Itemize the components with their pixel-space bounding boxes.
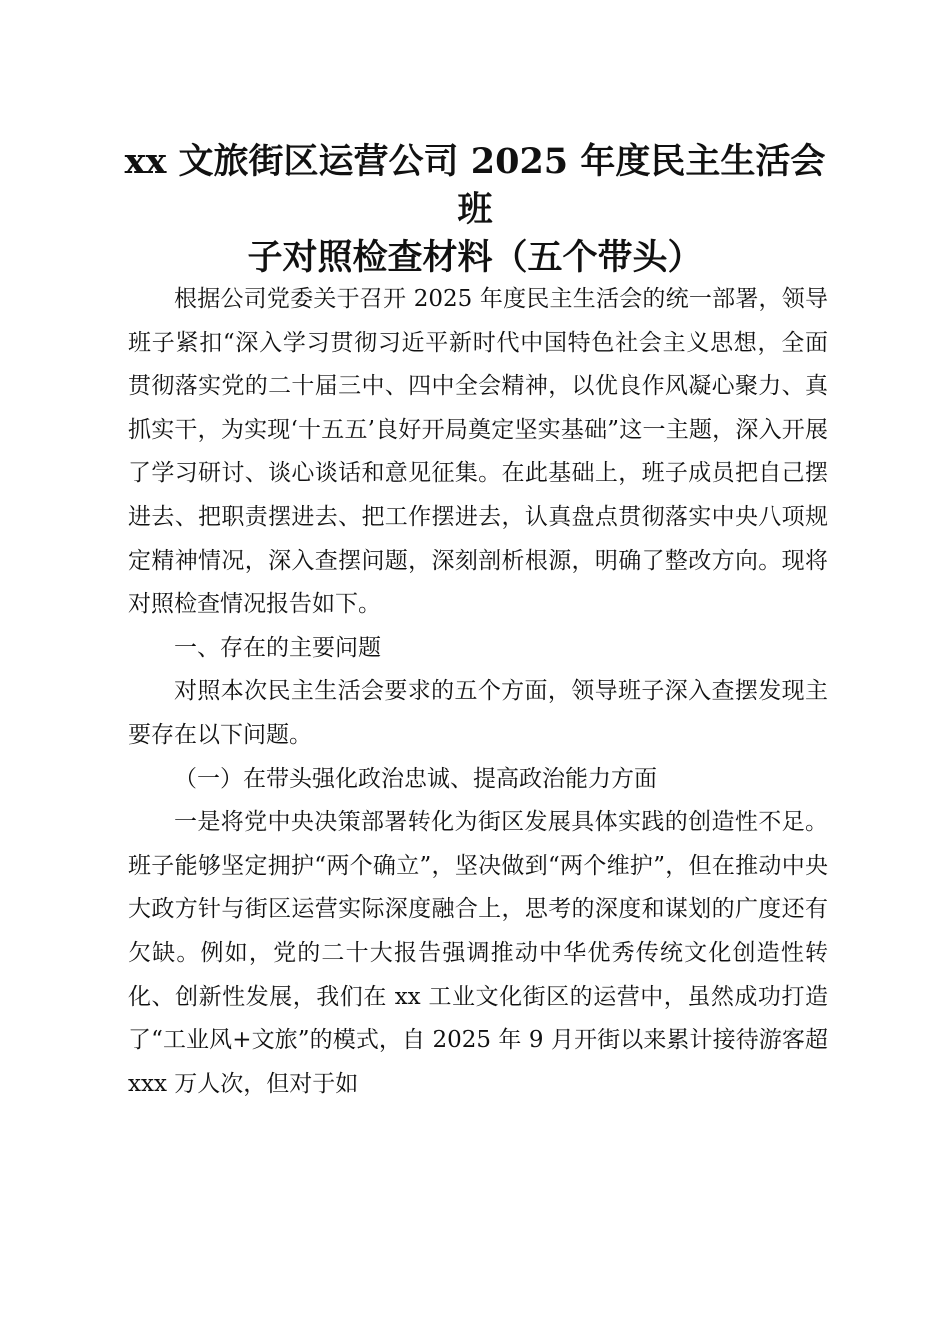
section-heading-1: 一、存在的主要问题 (174, 634, 381, 661)
document-title (110, 138, 840, 282)
title-line-1: xx 文旅街区运营公司 2025 年度民主生活会班 (124, 141, 826, 230)
intro-paragraph: 根据公司党委关于召开 2025 年度民主生活会的统一部署，领导班子紧扣“深入学习贯彻习近平新时代中国特色社会主义思想，全面贯彻落实党的二十届三中、四中全会精神，以优良作风凝心聚力、真抓实干，为实现‘十五五’良好开局奠定坚实基础”这一主题，深入开展了学习研讨、谈心谈话和意见征集。在此基础上，班子成员把自己摆进去、把职责摆进去、把工作摆进去，认真盘点贯彻落实中央八项规定精神情况，深入查摆问题，深刻剖析根源，明确了整改方向。现将对照检查情况报告如下。 (128, 286, 828, 618)
subsection-heading-1: （一）在带头强化政治忠诚、提高政治能力方面 (174, 765, 657, 792)
title-line-2: 子对照检查材料（五个带头） (247, 237, 703, 278)
section-1-intro-paragraph: 对照本次民主生活会要求的五个方面，领导班子深入查摆发现主要存在以下问题。 (128, 678, 828, 748)
point-1-paragraph: 一是将党中央决策部署转化为街区发展具体实践的创造性不足。班子能够坚定拥护“两个确立”，坚决做到“两个维护”，但在推动中央大政方针与街区运营实际深度融合上，思考的深度和谋划的广度还有欠缺。例如，党的二十大报告强调推动中华优秀传统文化创造性转化、创新性发展，我们在 xx 工业文化街区的运营中，虽然成功打造了“工业风+文旅”的模式，自 2025 年 9 月开街以来累计接待游客超 xxx 万人次，但对于如 (128, 809, 828, 1097)
document-body (128, 278, 828, 1106)
